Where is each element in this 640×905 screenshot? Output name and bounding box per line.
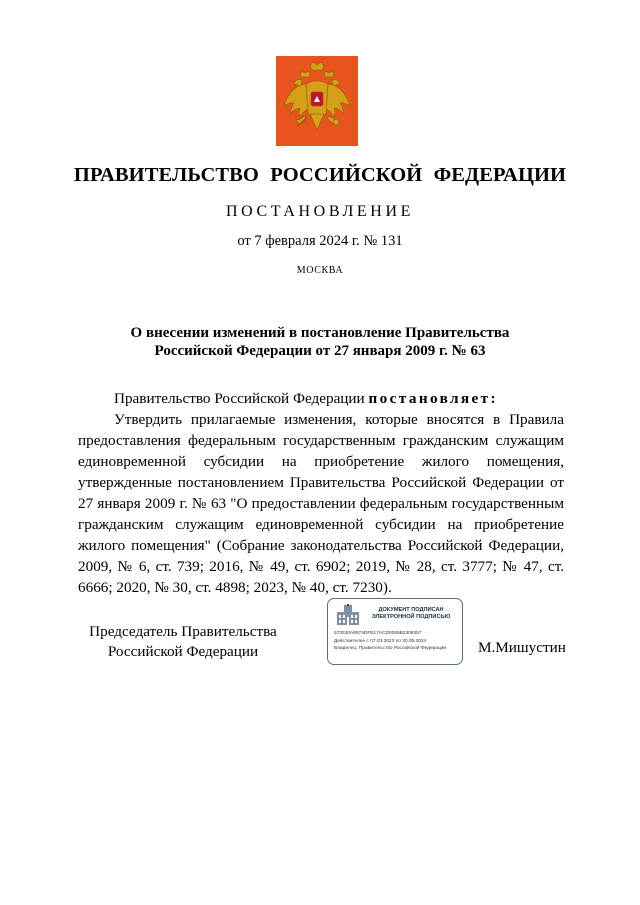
- intro-paragraph: [78, 388, 564, 409]
- government-title: ПРАВИТЕЛЬСТВО РОССИЙСКОЙ ФЕДЕРАЦИИ: [73, 164, 567, 186]
- intro-text: Правительство Российской Федерации: [114, 390, 365, 407]
- main-paragraph: Утвердить прилагаемые изменения, которые вносятся в Правила предоставления федеральным государственным гражданским служащим единовременной субсидии на приобретение жилого помещения, утвержденные постановлением Правительства Российской Федерации от 27 января 2009 г. № 63 "О предоставлении федеральным государственным гражданским служащим единовременной субсидии на приобретение жилого помещения" (Собрание законодательства Российской Федерации, 2009, № 6, ст. 739; 2016, № 49, ст. 6902; 2019, № 28, ст. 3777; № 47, ст. 6666; 2020, № 30, ст. 4898; 2023, № 40, ст. 7230).: [78, 411, 564, 596]
- signatory-name: М.Мишустин: [478, 639, 566, 656]
- city: МОСКВА: [296, 265, 344, 276]
- decree-title-line1: О внесении изменений в постановление Правительства: [130, 325, 510, 341]
- signatory-position-line2: Российской Федерации: [107, 643, 259, 660]
- esign-serial: 572530A6974DFB17ACD0089B2309357: [334, 631, 422, 636]
- document-type: ПОСТАНОВЛЕНИЕ: [226, 203, 414, 220]
- esign-header-line1: ДОКУМЕНТ ПОДПИСАН: [378, 607, 444, 613]
- decree-title: [0, 324, 640, 360]
- intro-decrees: постановляет:: [368, 390, 498, 407]
- esign-owner: Владелец: Правительство Российской Федерации: [334, 646, 447, 651]
- decree-title-line2: Российской Федерации от 27 января 2009 г. № 63: [154, 343, 486, 359]
- double-headed-eagle-icon: [276, 56, 358, 146]
- esign-validity: Действителен с 07.03.2023 по 30.05.2024: [334, 639, 427, 644]
- esign-header-line2: ЭЛЕКТРОННОЙ ПОДПИСЬЮ: [371, 614, 451, 620]
- electronic-signature-stamp: [327, 598, 463, 665]
- signatory-position-line1: Председатель Правительства: [89, 623, 277, 640]
- signatory-position: [78, 622, 288, 662]
- government-building-icon: [336, 604, 360, 626]
- decree-date-number: от 7 февраля 2024 г. № 131: [237, 233, 403, 249]
- esign-header: [364, 607, 458, 621]
- coat-of-arms-emblem: [276, 56, 358, 146]
